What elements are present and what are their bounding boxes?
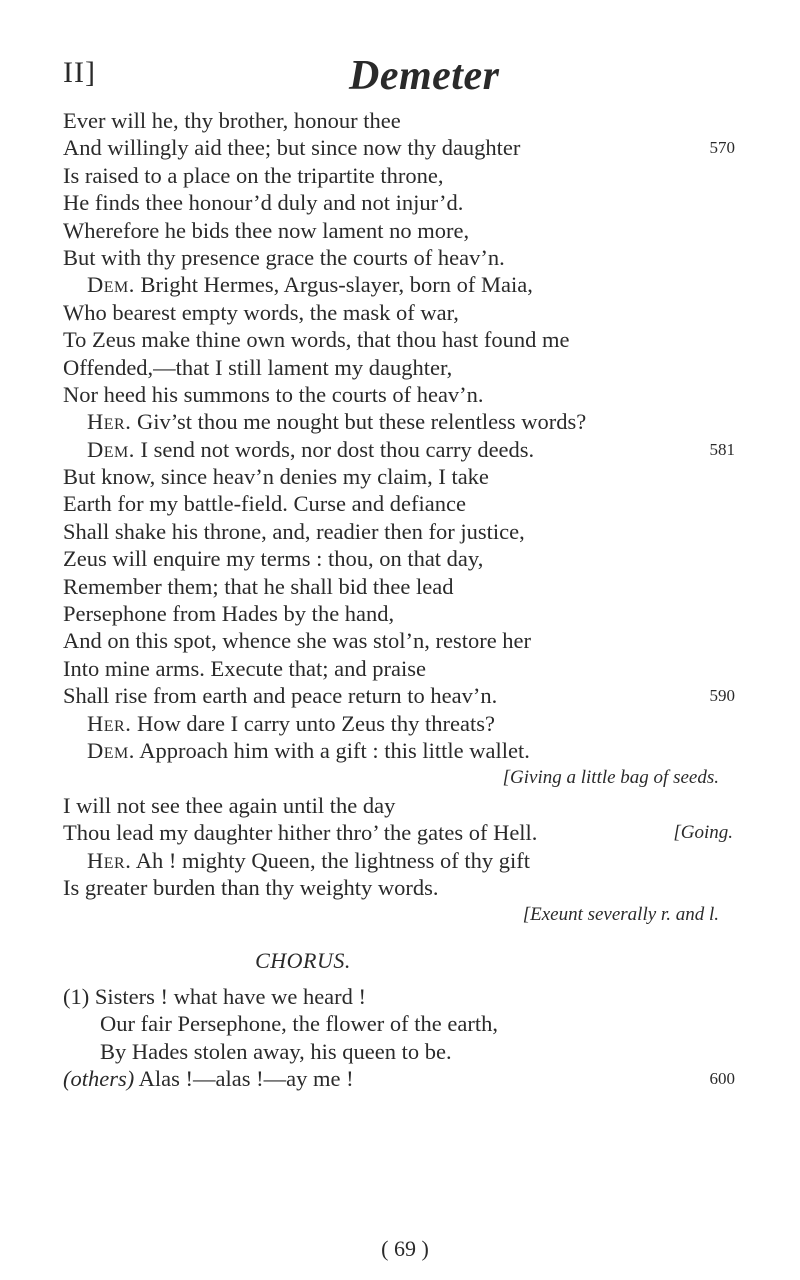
verse-block	[63, 107, 735, 1092]
verse-line	[63, 627, 723, 654]
line-text: Into mine arms. Execute that; and praise	[63, 655, 426, 681]
line-text: And on this spot, whence she was stol’n, restore her	[63, 628, 532, 654]
verse-line	[63, 1065, 735, 1092]
verse-line	[63, 847, 723, 874]
chorus-part-label: (others)	[63, 1065, 135, 1091]
verse-line	[63, 983, 723, 1010]
chorus-heading: CHORUS.	[255, 947, 351, 973]
verse-line	[63, 134, 735, 161]
line-text: He finds thee honour’d duly and not injur’d.	[63, 190, 464, 216]
verse-line	[63, 436, 735, 463]
verse-line	[63, 490, 723, 517]
stage-direction: [Going.	[673, 822, 733, 844]
verse-line	[63, 874, 723, 901]
line-text: But with thy presence grace the courts of heav’n.	[63, 244, 505, 270]
verse-line	[63, 792, 723, 819]
line-text: Persephone from Hades by the hand,	[63, 601, 395, 627]
line-text: Shall shake his throne, and, readier then for justice,	[63, 518, 525, 544]
verse-line	[63, 1010, 723, 1037]
line-text: Wherefore he bids thee now lament no more,	[63, 217, 470, 243]
verse-line	[63, 682, 735, 709]
speaker-label: Her.	[87, 710, 132, 736]
line-text: I send not words, nor dost thou carry deeds.	[140, 436, 535, 462]
line-text: Offended,—that I still lament my daughter,	[63, 354, 453, 380]
line-text: Thou lead my daughter hither thro’ the gates of Hell.	[63, 820, 538, 846]
line-text: Remember them; that he shall bid thee lead	[63, 573, 454, 599]
line-text: Approach him with a gift : this little wallet.	[139, 737, 530, 763]
line-text: Is greater burden than thy weighty words.	[63, 874, 439, 900]
page-number: ( 69 )	[381, 1236, 429, 1261]
line-text: Zeus will enquire my terms : thou, on that day,	[63, 546, 484, 572]
line-text: Ever will he, thy brother, honour thee	[63, 108, 401, 133]
line-text: Giv’st thou me nought but these relentless words?	[136, 409, 587, 435]
line-number: 590	[709, 686, 735, 706]
line-text: Earth for my battle-field. Curse and defiance	[63, 491, 466, 517]
speaker-label: Dem.	[87, 272, 135, 298]
line-number: 570	[709, 138, 735, 158]
verse-line	[63, 189, 723, 216]
verse-line	[63, 518, 723, 545]
stage-direction: [Giving a little bag of seeds.	[502, 767, 719, 789]
line-text: But know, since heav’n denies my claim, I take	[63, 464, 489, 490]
verse-line	[63, 354, 723, 381]
line-text: Alas !—alas !—ay me !	[138, 1065, 354, 1091]
verse-line	[63, 217, 723, 244]
verse-line	[63, 244, 723, 271]
speaker-label: Dem.	[87, 436, 135, 462]
line-text: To Zeus make thine own words, that thou hast found me	[63, 327, 570, 353]
act-number: II]	[63, 56, 96, 89]
verse-line	[63, 381, 723, 408]
running-title: Demeter	[349, 53, 500, 99]
verse-line	[63, 1038, 723, 1065]
speaker-label: Her.	[87, 847, 132, 873]
verse-line	[63, 107, 723, 134]
verse-line	[63, 545, 723, 572]
verse-line	[63, 600, 723, 627]
verse-line	[63, 573, 723, 600]
line-number: 600	[709, 1068, 735, 1088]
verse-line	[63, 408, 723, 435]
verse-line	[63, 271, 723, 298]
verse-line	[63, 710, 723, 737]
stage-direction: [Exeunt severally r. and l.	[522, 904, 719, 926]
speaker-label: Her.	[87, 409, 132, 435]
spacer	[63, 929, 723, 939]
verse-line	[63, 162, 723, 189]
verse-line	[63, 326, 723, 353]
line-text: Bright Hermes, Argus-slayer, born of Maia,	[140, 272, 533, 298]
verse-line	[63, 463, 723, 490]
line-text: I will not see thee again until the day	[63, 792, 396, 818]
line-text: Nor heed his summons to the courts of heav’n.	[63, 381, 484, 407]
verse-line	[63, 655, 723, 682]
line-text: Ah ! mighty Queen, the lightness of thy gift	[135, 847, 531, 873]
speaker-label: Dem.	[87, 737, 135, 763]
line-text: Sisters ! what have we heard !	[94, 983, 367, 1009]
line-text: Who bearest empty words, the mask of war,	[63, 299, 459, 325]
line-text: And willingly aid thee; but since now thy daughter	[63, 135, 521, 161]
line-text: Is raised to a place on the tripartite throne,	[63, 162, 444, 188]
chorus-part-label: (1)	[63, 983, 90, 1009]
line-text: By Hades stolen away, his queen to be.	[100, 1038, 452, 1064]
line-text: Our fair Persephone, the flower of the earth,	[100, 1011, 498, 1037]
verse-line	[63, 819, 733, 846]
line-text: Shall rise from earth and peace return to heav’n.	[63, 683, 498, 709]
line-text: How dare I carry unto Zeus thy threats?	[136, 710, 495, 736]
line-number: 581	[709, 439, 735, 459]
verse-line	[63, 299, 723, 326]
running-header	[63, 52, 743, 102]
verse-line	[63, 737, 723, 764]
